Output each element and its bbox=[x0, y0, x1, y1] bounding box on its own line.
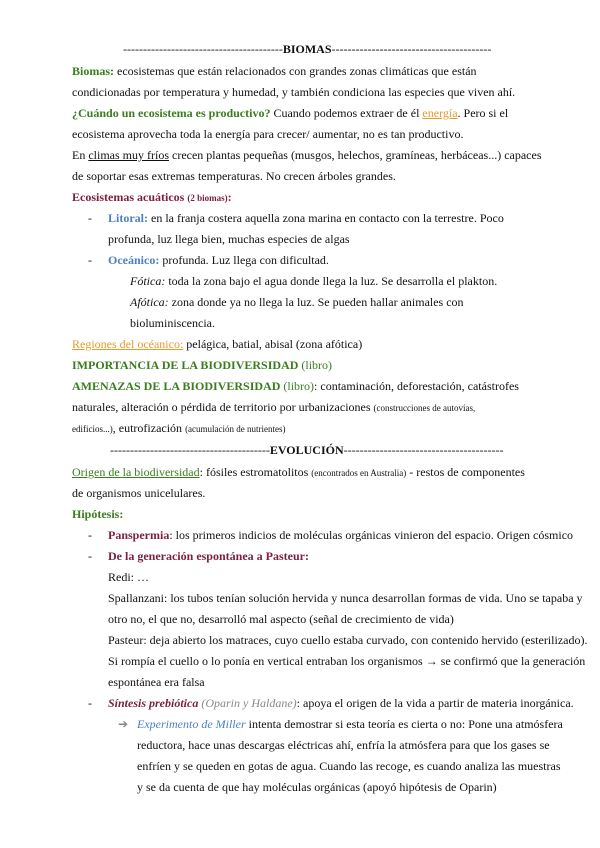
panspermia-label: Panspermia bbox=[108, 528, 170, 542]
panspermia-text: : los primeros indicios de moléculas orgánicas vinieron del espacio. Origen cósmico bbox=[169, 528, 574, 542]
afotica-text-cont: bioluminiscencia. bbox=[130, 316, 215, 330]
pasteur-cont bbox=[108, 654, 585, 669]
bullet: - bbox=[88, 549, 92, 563]
origen-text-cont: de organismos unicelulares. bbox=[72, 486, 206, 500]
origen-text: : fósiles estromatolitos bbox=[199, 465, 312, 479]
sintesis-text: : apoya el origen de la vida a partir de materia inorgánica. bbox=[296, 696, 574, 710]
spallanzani-cont bbox=[108, 612, 454, 627]
redi-text: Redi: … bbox=[108, 570, 149, 584]
biomas-definition-cont bbox=[72, 85, 515, 100]
afotica-text: zona donde ya no llega la luz. Se pueden hallar animales con bbox=[168, 295, 464, 309]
biomas-label: Biomas: bbox=[72, 64, 114, 78]
amenazas-line bbox=[72, 379, 519, 394]
hipotesis-label: Hipótesis: bbox=[72, 507, 124, 521]
pasteur-text: Pasteur: deja abierto los matraces, cuyo cuello estaba curvado, con contenido hervido (esterilizado). bbox=[108, 633, 588, 647]
productivo-label: ¿Cuándo un ecosistema es productivo? bbox=[72, 106, 271, 120]
miller-text-cont3: y se da cuenta de que hay moléculas orgánicas (apoyó hipótesis de Oparin) bbox=[137, 780, 497, 794]
amenazas-note-small: (construcciones de autovías, bbox=[373, 403, 476, 413]
miller-cont2 bbox=[137, 759, 561, 774]
climas-text-cont: de soportar esas extremas temperaturas. No crecen árboles grandes. bbox=[72, 169, 396, 183]
amenazas-cont2 bbox=[72, 421, 286, 437]
amenazas-nutrientes: (acumulación de nutrientes) bbox=[185, 424, 286, 434]
oceanico-text: profunda. Luz llega con dificultad. bbox=[159, 253, 329, 267]
origen-cont bbox=[72, 486, 205, 501]
miller-text-cont: reductora, hace unas descargas eléctricas ahí, enfría la atmósfera para que los gases se bbox=[137, 738, 550, 752]
litoral-label: Litoral: bbox=[108, 211, 148, 225]
climas-cont bbox=[72, 169, 396, 184]
dashes-left: ---------------------------------------- bbox=[110, 443, 270, 457]
section-title-evolucion: EVOLUCIÓN bbox=[269, 443, 344, 457]
pasteur-text-end: espontánea era falsa bbox=[108, 675, 205, 689]
spallanzani-line bbox=[108, 591, 583, 606]
miller-cont bbox=[137, 738, 550, 753]
climas-text: crecen plantas pequeñas (musgos, helechos, gramíneas, herbáceas...) capaces bbox=[169, 148, 542, 162]
origen-text-end: - restos de componentes bbox=[406, 465, 525, 479]
biomas-heading bbox=[123, 42, 491, 57]
generacion-label: De la generación espontánea a Pasteur: bbox=[108, 549, 309, 563]
sintesis-note: (Oparin y Haldane) bbox=[201, 696, 297, 710]
amenazas-note: (libro) bbox=[280, 379, 315, 393]
dashes-right: ---------------------------------------- bbox=[343, 443, 504, 457]
regiones-line bbox=[72, 337, 362, 352]
miller-text: intenta demostrar si esta teoría es cierta o no: Pone una atmósfera bbox=[245, 717, 563, 731]
dashes-right: ---------------------------------------- bbox=[331, 42, 492, 56]
pasteur-text-cont: Si rompía el cuello o lo ponía en vertical entraban los organismos → se confirmó que la generación bbox=[108, 654, 586, 668]
importancia-label: IMPORTANCIA DE LA BIODIVERSIDAD bbox=[72, 358, 299, 372]
dashes-left: ---------------------------------------- bbox=[123, 42, 283, 56]
climas-pre: En bbox=[72, 148, 89, 162]
productivo-text-cont: ecosistema aprovecha toda la energía para crecer/ aumentar, no es tan productivo. bbox=[72, 127, 464, 141]
fotica-text: toda la zona bajo el agua donde llega la luz. Se desarrolla el plakton. bbox=[165, 274, 498, 288]
biomas-definition bbox=[72, 64, 477, 79]
acuaticos-label: Ecosistemas acuáticos bbox=[72, 190, 185, 204]
section-title-biomas: BIOMAS bbox=[282, 42, 332, 56]
evolucion-heading bbox=[110, 443, 503, 458]
regiones-link[interactable]: Regiones del océanico: bbox=[72, 337, 184, 351]
bullet: - bbox=[88, 528, 92, 542]
amenazas-label: AMENAZAS DE LA BIODIVERSIDAD bbox=[72, 379, 281, 393]
productivo-question bbox=[72, 106, 508, 121]
biomas-text: ecosistemas que están relacionados con grandes zonas climáticas que están bbox=[117, 64, 477, 78]
pasteur-line bbox=[108, 633, 587, 648]
miller-cont3 bbox=[137, 780, 497, 795]
acuaticos-note: (2 biomas) bbox=[187, 193, 228, 203]
productivo-text: Cuando podemos extraer de él bbox=[270, 106, 423, 120]
bullet: - bbox=[88, 211, 92, 225]
afotica-line bbox=[130, 295, 464, 310]
fotica-label: Fótica: bbox=[130, 274, 166, 288]
amenazas-text-cont: naturales, alteración o pérdida de territorio por urbanizaciones bbox=[72, 400, 374, 414]
miller-text-cont2: enfríen y se queden en gotas de agua. Cuando las recoge, es cuando analiza las muestras bbox=[137, 759, 561, 773]
redi-line bbox=[108, 570, 149, 585]
amenazas-cont bbox=[72, 400, 475, 416]
sintesis-label: Síntesis prebiótica bbox=[108, 696, 199, 710]
climas-link[interactable]: climas muy fríos bbox=[88, 148, 169, 162]
spallanzani-text: Spallanzani: los tubos tenían solución hervida y nunca desarrollan formas de vida. Uno se tapaba y bbox=[108, 591, 583, 605]
amenazas-text: : contaminación, deforestación, catástrofes bbox=[314, 379, 519, 393]
productivo-cont bbox=[72, 127, 463, 142]
spallanzani-text-cont: otro no, el que no, desarrolló mal aspecto (señal de crecimiento de vida) bbox=[108, 612, 454, 626]
biomas-text-cont: condicionadas por temperatura y humedad, y también condiciona las especies que viven ahí. bbox=[72, 85, 516, 99]
bullet: - bbox=[88, 696, 92, 710]
litoral-cont bbox=[108, 232, 350, 247]
acuaticos-colon: : bbox=[227, 190, 232, 204]
amenazas-eutro: , eutrofización bbox=[112, 421, 186, 435]
energia-link[interactable]: energía bbox=[422, 106, 458, 120]
hipotesis-heading bbox=[72, 507, 123, 522]
origen-line bbox=[72, 465, 525, 481]
productivo-text-end: . Pero si el bbox=[457, 106, 509, 120]
oceanico-label: Oceánico: bbox=[108, 253, 160, 267]
pasteur-cont2 bbox=[108, 675, 205, 690]
fotica-line bbox=[130, 274, 497, 289]
acuaticos-heading bbox=[72, 190, 232, 206]
afotica-label: Afótica: bbox=[130, 295, 169, 309]
importancia-note: (libro) bbox=[298, 358, 333, 372]
origen-link[interactable]: Origen de la biodiversidad bbox=[72, 465, 200, 479]
afotica-cont bbox=[130, 316, 215, 331]
origen-note: (encontrados en Australia) bbox=[311, 468, 407, 478]
litoral-text-cont: profunda, luz llega bien, muchas especies de algas bbox=[108, 232, 350, 246]
bullet: - bbox=[88, 253, 92, 267]
climas-paragraph bbox=[72, 148, 542, 163]
amenazas-edificios: edificios...) bbox=[72, 424, 113, 434]
litoral-text: en la franja costera aquella zona marina en contacto con la terrestre. Poco bbox=[148, 211, 504, 225]
importancia-line bbox=[72, 358, 332, 373]
arrow-right-icon: ➔ bbox=[118, 717, 129, 731]
miller-label: Experimento de Miller bbox=[137, 717, 246, 731]
regiones-text: pelágica, batial, abisal (zona afótica) bbox=[183, 337, 363, 351]
